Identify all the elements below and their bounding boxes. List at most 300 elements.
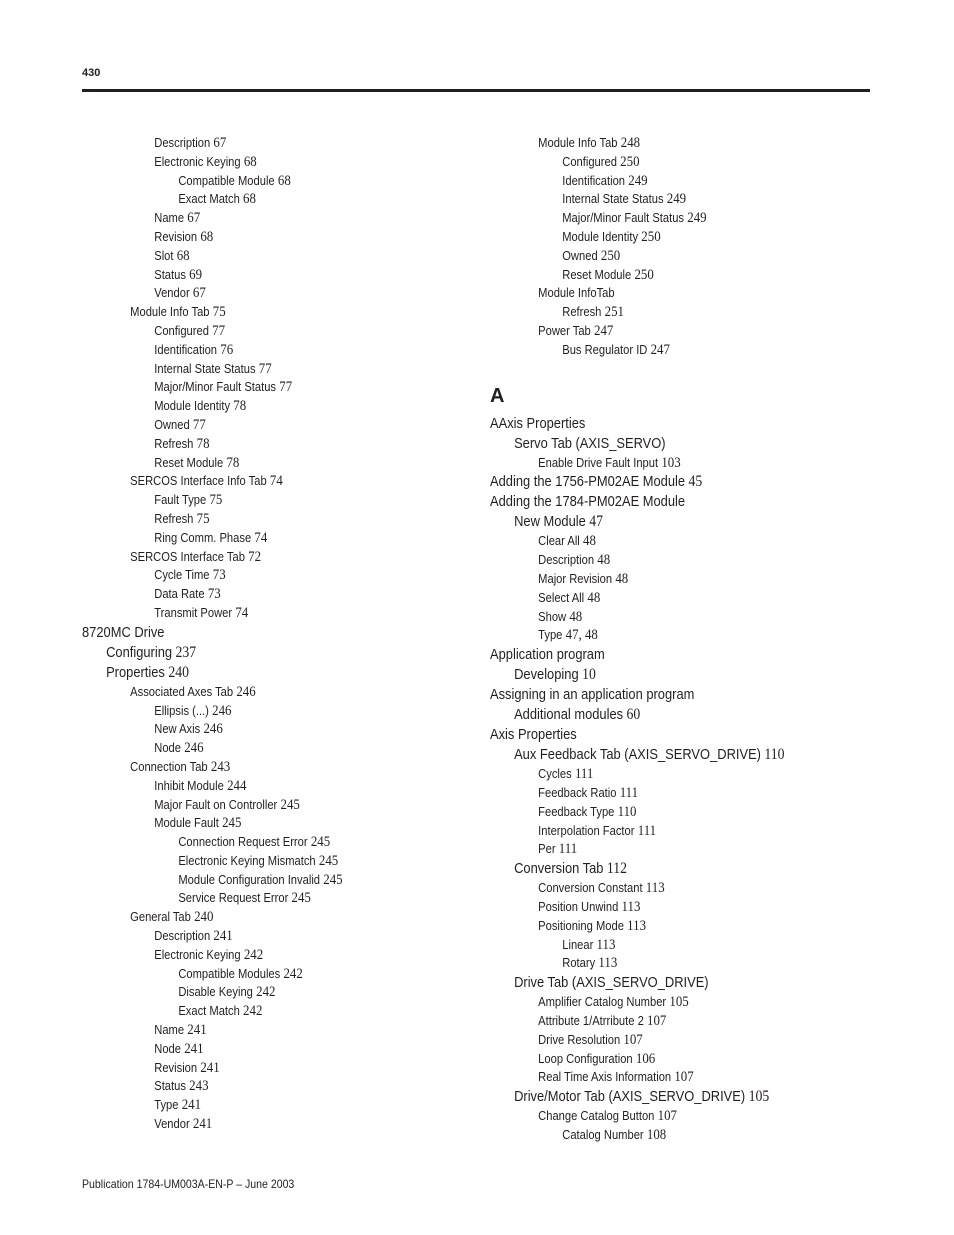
- index-entry: [490, 685, 834, 705]
- index-group-a: [490, 414, 890, 1145]
- index-entry: [82, 1115, 426, 1134]
- index-term: Real Time Axis Information: [538, 1069, 672, 1085]
- index-page-ref: 45: [685, 473, 703, 491]
- index-term: Status: [154, 266, 186, 282]
- index-entry: [82, 623, 426, 643]
- index-entry: [82, 134, 426, 153]
- index-entry: [82, 209, 426, 228]
- index-entry: [82, 683, 426, 702]
- index-page-ref: 250: [631, 266, 654, 283]
- index-term: Additional modules: [514, 706, 624, 724]
- index-entry: [490, 1031, 834, 1050]
- index-entry: [82, 604, 426, 623]
- index-page-ref: 247: [647, 341, 670, 358]
- index-entry: [82, 946, 426, 965]
- index-entry: [82, 378, 426, 397]
- index-term: Internal State Status: [154, 360, 256, 376]
- index-entry: [82, 585, 426, 604]
- index-entry: [490, 765, 834, 784]
- index-page-ref: 75: [193, 510, 210, 527]
- index-page-ref: 78: [223, 454, 240, 471]
- index-entry: [490, 209, 834, 228]
- index-term: Select All: [538, 589, 585, 605]
- index-term: Adding the 1784-PM02AE Module: [490, 493, 686, 511]
- index-term: Reset Module: [562, 266, 632, 282]
- index-term: Slot: [154, 247, 174, 263]
- index-entry: [490, 228, 834, 247]
- index-page-ref: 113: [618, 898, 641, 915]
- index-entry: [490, 472, 834, 492]
- index-page-ref: 73: [209, 567, 226, 584]
- index-entry: [82, 322, 426, 341]
- index-entry: [490, 414, 834, 434]
- index-entry: [82, 814, 426, 833]
- index-term: Identification: [562, 172, 626, 188]
- index-term: Change Catalog Button: [538, 1108, 655, 1124]
- index-term: Owned: [154, 416, 190, 432]
- index-entry: [490, 725, 834, 745]
- index-term: Linear: [562, 936, 594, 952]
- index-page-ref: 245: [277, 796, 300, 813]
- index-page-ref: 78: [230, 398, 247, 415]
- index-term: Servo Tab (AXIS_SERVO): [514, 434, 666, 452]
- index-term: 8720MC Drive: [82, 623, 165, 641]
- index-term: Connection Request Error: [178, 834, 308, 850]
- index-term: Service Request Error: [178, 890, 289, 906]
- index-page-ref: 111: [555, 841, 578, 858]
- index-page-ref: 68: [173, 247, 190, 264]
- index-entry: [82, 965, 426, 984]
- index-page-ref: 241: [184, 1022, 207, 1039]
- index-term: Per: [538, 841, 556, 857]
- index-entry: [82, 397, 426, 416]
- index-term: Owned: [562, 247, 598, 263]
- index-entry: [490, 492, 834, 512]
- index-page-ref: 241: [189, 1116, 213, 1133]
- index-entry: [490, 1087, 834, 1107]
- index-page-ref: 246: [180, 740, 204, 757]
- index-term: Major/Minor Fault Status: [562, 210, 685, 226]
- index-term: Internal State Status: [562, 191, 664, 207]
- index-page-ref: 243: [185, 1078, 209, 1095]
- index-entry: [490, 134, 834, 153]
- index-term: Module InfoTab: [538, 285, 615, 301]
- index-entry: [82, 852, 426, 871]
- index-term: Refresh: [154, 510, 194, 526]
- index-term: Conversion Constant: [538, 880, 643, 896]
- index-entry: [490, 1107, 834, 1126]
- index-entry: [82, 1002, 426, 1021]
- index-page-ref: 243: [207, 758, 231, 775]
- index-term: Properties: [106, 663, 165, 681]
- index-entry: [82, 510, 426, 529]
- index-page-ref: 72: [244, 548, 262, 565]
- index-term: Type: [538, 627, 563, 643]
- index-term: Electronic Keying: [154, 153, 241, 169]
- index-term: Drive Tab (AXIS_SERVO_DRIVE): [514, 974, 709, 992]
- index-entry: [82, 228, 426, 247]
- index-entry: [82, 435, 426, 454]
- index-page-ref: 247: [590, 322, 614, 339]
- index-page-ref: 242: [252, 984, 276, 1001]
- index-term: Description: [154, 928, 211, 944]
- index-term: Inhibit Module: [154, 777, 224, 793]
- index-page-ref: 246: [200, 721, 223, 738]
- index-page-ref: 113: [593, 936, 616, 953]
- index-term: SERCOS Interface Info Tab: [130, 473, 267, 489]
- index-term: Vendor: [154, 1116, 190, 1132]
- index-term: Major/Minor Fault Status: [154, 379, 277, 395]
- index-page-ref: 68: [240, 153, 257, 170]
- index-term: Fault Type: [154, 492, 207, 508]
- index-term: Assigning in an application program: [490, 686, 695, 704]
- index-term: Interpolation Factor: [538, 822, 635, 838]
- index-entry: [490, 993, 834, 1012]
- index-term: Attribute 1/Atrribute 2: [538, 1012, 644, 1028]
- index-entry: [82, 702, 426, 721]
- index-entry: [82, 416, 426, 435]
- index-page-ref: 77: [255, 360, 272, 377]
- index-term: Clear All: [538, 533, 580, 549]
- index-term: Configured: [154, 322, 209, 338]
- index-page-ref: 250: [616, 153, 640, 170]
- index-term: Developing: [514, 666, 579, 684]
- index-entry: [490, 1068, 834, 1087]
- index-entry: [490, 284, 834, 303]
- index-term: Major Fault on Controller: [154, 796, 278, 812]
- index-entry: [490, 266, 834, 285]
- index-term: Configured: [562, 153, 617, 169]
- index-term: Connection Tab: [130, 758, 208, 774]
- index-entry: [82, 472, 426, 491]
- index-term: Cycles: [538, 766, 572, 782]
- index-page-ref: 48: [579, 533, 596, 550]
- index-entry: [490, 589, 834, 608]
- index-term: Axis Properties: [490, 726, 577, 744]
- index-term: New Module: [514, 513, 586, 531]
- index-page-ref: 245: [307, 834, 331, 851]
- index-entry: [82, 153, 426, 172]
- index-entry: [490, 512, 834, 532]
- index-term: Feedback Type: [538, 803, 615, 819]
- index-term: Electronic Keying: [154, 946, 241, 962]
- index-term: Transmit Power: [154, 604, 233, 620]
- index-page-ref: 249: [625, 172, 648, 189]
- index-entry: [82, 720, 426, 739]
- index-page-ref: 240: [164, 663, 189, 681]
- index-page-ref: 240: [190, 909, 214, 926]
- index-entry: [82, 777, 426, 796]
- index-page-ref: 110: [614, 803, 637, 820]
- index-entry: [82, 833, 426, 852]
- index-page-ref: 48: [566, 608, 583, 625]
- index-term: Reset Module: [154, 454, 224, 470]
- section-heading: A: [490, 384, 505, 407]
- index-page-ref: 237: [172, 643, 197, 661]
- index-page-ref: 105: [745, 1088, 770, 1106]
- index-term: Feedback Ratio: [538, 784, 617, 800]
- index-page-ref: 75: [209, 304, 226, 321]
- index-term: Amplifier Catalog Number: [538, 994, 667, 1010]
- index-page-ref: 69: [185, 266, 203, 283]
- index-term: Associated Axes Tab: [130, 683, 234, 699]
- index-term: Aux Feedback Tab (AXIS_SERVO_DRIVE): [514, 746, 761, 764]
- index-entry: [82, 172, 426, 191]
- index-entry: [82, 548, 426, 567]
- index-entry: [490, 665, 834, 685]
- index-term: Refresh: [562, 304, 602, 320]
- index-page-ref: 107: [643, 1012, 667, 1029]
- index-page-ref: 105: [666, 994, 689, 1011]
- index-entry: [82, 871, 426, 890]
- index-term: Module Info Tab: [130, 304, 210, 320]
- index-term: Node: [154, 1040, 181, 1056]
- index-page-ref: 77: [276, 379, 293, 396]
- index-term: Name: [154, 1022, 185, 1038]
- index-page-ref: 113: [595, 955, 618, 972]
- index-term: Refresh: [154, 435, 194, 451]
- index-entry: [82, 1021, 426, 1040]
- index-page-ref: 241: [178, 1097, 202, 1114]
- index-page-ref: 68: [274, 172, 291, 189]
- index-page-ref: 106: [632, 1050, 656, 1067]
- index-page-ref: 68: [239, 191, 256, 208]
- index-entry: [490, 153, 834, 172]
- index-page-ref: 241: [180, 1040, 204, 1057]
- index-page-ref: 67: [184, 210, 201, 227]
- index-entry: [490, 879, 834, 898]
- index-page-ref: 112: [603, 860, 628, 878]
- index-entry: [82, 341, 426, 360]
- index-entry: [82, 529, 426, 548]
- index-page-ref: 48: [612, 570, 629, 587]
- index-page-ref: 107: [654, 1108, 677, 1125]
- index-page-ref: 241: [210, 928, 233, 945]
- index-page-ref: 108: [643, 1126, 667, 1143]
- index-entry: [490, 973, 834, 993]
- index-page-ref: 77: [208, 322, 226, 339]
- index-page-ref: 67: [210, 135, 227, 151]
- index-entry: [490, 434, 834, 454]
- index-entry: [82, 190, 426, 209]
- index-entry: [490, 936, 834, 955]
- index-entry: [82, 566, 426, 585]
- index-page-ref: 245: [315, 852, 339, 869]
- index-term: Data Rate: [154, 586, 205, 602]
- index-page-ref: 242: [240, 946, 264, 963]
- header-rule: [82, 89, 870, 92]
- index-entry: [82, 1077, 426, 1096]
- index-page-ref: 249: [684, 210, 707, 227]
- index-entry: [82, 889, 426, 908]
- index-page-ref: 60: [623, 706, 641, 724]
- index-term: Configuring: [106, 643, 173, 661]
- index-term: Identification: [154, 341, 218, 357]
- index-page-ref: 249: [663, 191, 687, 208]
- index-entry: [82, 247, 426, 266]
- index-page-ref: 10: [578, 666, 596, 684]
- index-page-ref: 47, 48: [562, 627, 598, 644]
- index-entry: [490, 608, 834, 627]
- index-column-right: [490, 134, 890, 1145]
- index-page-ref: 248: [617, 135, 641, 151]
- index-term: Ring Comm. Phase: [154, 529, 252, 545]
- index-entry: [490, 570, 834, 589]
- index-entry: [82, 303, 426, 322]
- index-page-ref: 77: [189, 416, 206, 433]
- index-group-continued: [490, 134, 890, 360]
- index-page-ref: 78: [193, 435, 210, 452]
- index-term: Enable Drive Fault Input: [538, 454, 659, 470]
- index-term: Node: [154, 740, 181, 756]
- index-page-ref: 250: [597, 247, 621, 264]
- index-entry: [490, 803, 834, 822]
- index-entry: [82, 360, 426, 379]
- index-term: Module Info Tab: [538, 135, 618, 150]
- index-entry: [490, 190, 834, 209]
- index-entry: [490, 454, 834, 473]
- index-entry: [490, 551, 834, 570]
- index-entry: [490, 822, 834, 841]
- index-entry: [82, 796, 426, 815]
- index-term: Status: [154, 1078, 186, 1094]
- index-page-ref: 241: [197, 1059, 220, 1076]
- index-term: AAxis Properties: [490, 414, 586, 432]
- index-term: Show: [538, 608, 567, 624]
- index-page-ref: 107: [671, 1069, 694, 1086]
- index-page-ref: 113: [623, 917, 647, 934]
- index-term: Module Fault: [154, 815, 219, 831]
- index-term: Compatible Module: [178, 172, 275, 188]
- index-term: New Axis: [154, 721, 201, 737]
- index-page-ref: 75: [206, 492, 223, 509]
- index-page-ref: 76: [217, 341, 234, 358]
- index-term: General Tab: [130, 909, 191, 925]
- index-term: SERCOS Interface Tab: [130, 548, 245, 564]
- index-term: Bus Regulator ID: [562, 341, 648, 357]
- index-page-ref: 246: [233, 683, 256, 700]
- index-entry: [490, 303, 834, 322]
- index-entry: [82, 663, 426, 683]
- index-term: Application program: [490, 646, 605, 664]
- index-entry: [82, 491, 426, 510]
- index-page-ref: 74: [232, 604, 249, 621]
- index-term: Positioning Mode: [538, 917, 624, 933]
- index-entry: [490, 247, 834, 266]
- index-page-ref: 251: [601, 304, 624, 321]
- index-term: Exact Match: [178, 1003, 240, 1019]
- index-page-ref: 242: [280, 965, 303, 982]
- index-term: Name: [154, 210, 185, 226]
- index-term: Type: [154, 1097, 179, 1113]
- index-page-ref: 103: [658, 454, 681, 471]
- index-entry: [82, 1096, 426, 1115]
- index-entry: [82, 758, 426, 777]
- index-term: Exact Match: [178, 191, 240, 207]
- index-term: Electronic Keying Mismatch: [178, 852, 316, 868]
- index-entry: [490, 705, 834, 725]
- index-page-ref: 48: [594, 552, 611, 569]
- index-entry: [490, 645, 834, 665]
- index-entry: [490, 917, 834, 936]
- publication-footer: Publication 1784-UM003A-EN-P – June 2003: [82, 1177, 295, 1191]
- index-page-ref: 73: [204, 586, 221, 603]
- index-term: Vendor: [154, 285, 190, 301]
- index-term: Adding the 1756-PM02AE Module: [490, 473, 686, 491]
- index-page-ref: 250: [638, 228, 661, 245]
- index-term: Catalog Number: [562, 1126, 644, 1142]
- index-term: Drive Resolution: [538, 1031, 621, 1047]
- index-page-ref: 47: [585, 513, 603, 531]
- index-entry: [82, 1040, 426, 1059]
- index-entry: [82, 643, 426, 663]
- index-entry: [490, 954, 834, 973]
- index-term: Rotary: [562, 955, 596, 971]
- index-entry: [490, 626, 834, 645]
- index-term: Position Unwind: [538, 898, 619, 914]
- index-page-ref: 74: [251, 529, 268, 546]
- index-page-ref: 245: [288, 890, 311, 907]
- index-entry: [490, 898, 834, 917]
- index-entry: [490, 1012, 834, 1031]
- index-entry: [490, 172, 834, 191]
- index-term: Disable Keying: [178, 984, 253, 1000]
- index-page-ref: 48: [584, 589, 601, 606]
- index-term: Loop Configuration: [538, 1050, 633, 1066]
- index-page-ref: 245: [320, 871, 343, 888]
- index-term: Drive/Motor Tab (AXIS_SERVO_DRIVE): [514, 1088, 746, 1106]
- index-entry: [490, 745, 834, 765]
- index-term: Ellipsis (...): [154, 702, 209, 718]
- page-number: 430: [82, 67, 101, 79]
- index-entry: [490, 784, 834, 803]
- index-page-ref: 111: [634, 822, 657, 839]
- index-entry: [490, 840, 834, 859]
- index-page-ref: 110: [760, 746, 785, 764]
- index-page-ref: 107: [620, 1031, 643, 1048]
- index-term: Conversion Tab: [514, 860, 604, 878]
- index-page-ref: 113: [642, 880, 665, 897]
- index-page-ref: 245: [218, 815, 242, 832]
- index-page-ref: 74: [266, 473, 283, 490]
- index-column-left: [82, 134, 482, 1134]
- index-entry: [490, 532, 834, 551]
- index-page-ref: 67: [189, 285, 206, 302]
- index-entry: [490, 1126, 834, 1145]
- index-term: Module Identity: [562, 228, 639, 244]
- index-entry: [82, 927, 426, 946]
- index-entry: [82, 983, 426, 1002]
- index-term: Description: [538, 552, 595, 568]
- index-term: Cycle Time: [154, 567, 210, 583]
- index-entry: [490, 1050, 834, 1069]
- index-page-ref: 242: [239, 1003, 263, 1020]
- index-entry: [490, 341, 834, 360]
- index-term: Compatible Modules: [178, 965, 281, 981]
- index-entry: [82, 284, 426, 303]
- index-entry: [82, 908, 426, 927]
- index-term: Description: [154, 135, 211, 150]
- index-page-ref: 68: [197, 228, 214, 245]
- index-term: Power Tab: [538, 322, 591, 338]
- index-entry: [82, 454, 426, 473]
- index-entry: [82, 739, 426, 758]
- index-term: Major Revision: [538, 570, 613, 586]
- index-page-ref: 111: [571, 766, 594, 783]
- index-page-ref: 246: [208, 702, 232, 719]
- index-term: Module Identity: [154, 398, 231, 414]
- index-entry: [490, 859, 834, 879]
